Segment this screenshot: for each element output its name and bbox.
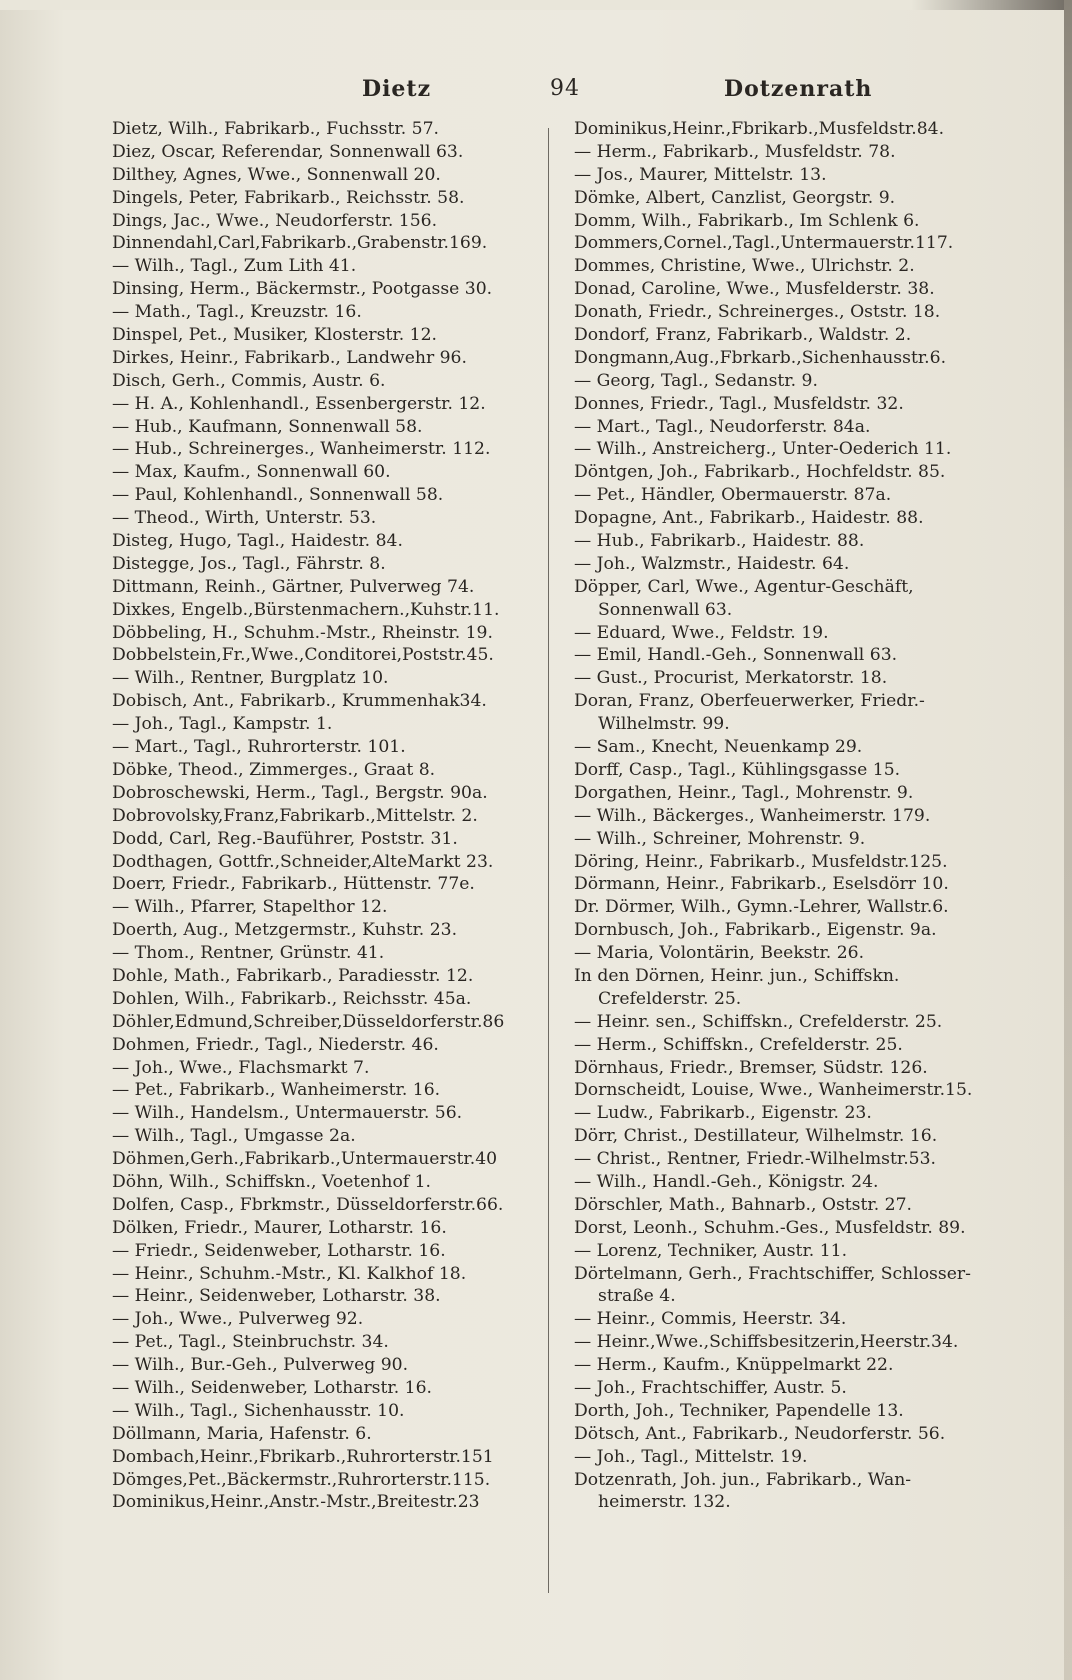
directory-entry: Dolfen, Casp., Fbrkmstr., Düsseldorferstr.66. bbox=[112, 1194, 504, 1215]
directory-entry: Döntgen, Joh., Fabrikarb., Hochfeldstr. 85. bbox=[574, 462, 946, 483]
directory-entry: Dölken, Friedr., Maurer, Lotharstr. 16. bbox=[112, 1217, 447, 1238]
directory-entry: Dörtelmann, Gerh., Frachtschiffer, Schlosser- bbox=[574, 1263, 971, 1284]
directory-entry: Dondorf, Franz, Fabrikarb., Waldstr. 2. bbox=[574, 325, 912, 346]
directory-entry: — Wilh., Bäckerges., Wanheimerstr. 179. bbox=[574, 805, 931, 826]
directory-entry: — Heinr., Commis, Heerstr. 34. bbox=[574, 1309, 847, 1330]
left-column bbox=[112, 118, 542, 1514]
directory-entry: — Wilh., Rentner, Burgplatz 10. bbox=[112, 668, 389, 689]
directory-entry: Dopagne, Ant., Fabrikarb., Haidestr. 88. bbox=[574, 508, 924, 529]
directory-entry: Doran, Franz, Oberfeuerwerker, Friedr.- bbox=[574, 691, 925, 712]
directory-entry: Dohle, Math., Fabrikarb., Paradiesstr. 12. bbox=[112, 965, 474, 986]
directory-entry: — Hub., Fabrikarb., Haidestr. 88. bbox=[574, 531, 865, 552]
directory-entry: Dittmann, Reinh., Gärtner, Pulverweg 74. bbox=[112, 576, 475, 597]
directory-entry: Dörschler, Math., Bahnarb., Oststr. 27. bbox=[574, 1194, 912, 1215]
directory-entry: — Hub., Schreinerges., Wanheimerstr. 112. bbox=[112, 439, 491, 460]
directory-entry: Dobbelstein,Fr.,Wwe.,Conditorei,Poststr.45. bbox=[112, 645, 494, 666]
directory-entry: — Mart., Tagl., Ruhrorterstr. 101. bbox=[112, 737, 406, 758]
directory-entry: — Herm., Schiffskn., Crefelderstr. 25. bbox=[574, 1034, 903, 1055]
directory-entry: — Pet., Tagl., Steinbruchstr. 34. bbox=[112, 1332, 389, 1353]
page-right-edge bbox=[1064, 0, 1072, 1680]
directory-entry: — Hub., Kaufmann, Sonnenwall 58. bbox=[112, 416, 423, 437]
directory-entry: Doerth, Aug., Metzgermstr., Kuhstr. 23. bbox=[112, 920, 458, 941]
running-header bbox=[0, 76, 1072, 112]
directory-entry: — Christ., Rentner, Friedr.-Wilhelmstr.53. bbox=[574, 1149, 936, 1170]
header-last-entry: Dotzenrath bbox=[724, 76, 873, 102]
directory-entry: Dixkes, Engelb.,Bürstenmachern.,Kuhstr.11. bbox=[112, 599, 500, 620]
directory-entry: Dodd, Carl, Reg.-Bauführer, Poststr. 31. bbox=[112, 828, 458, 849]
directory-entry: Dobroschewski, Herm., Tagl., Bergstr. 90a. bbox=[112, 782, 488, 803]
directory-entry: — Wilh., Tagl., Sichenhausstr. 10. bbox=[112, 1400, 405, 1421]
directory-entry: Dörnhaus, Friedr., Bremser, Südstr. 126. bbox=[574, 1057, 928, 1078]
directory-entry: — Pet., Händler, Obermauerstr. 87a. bbox=[574, 485, 892, 506]
directory-entry: — Ludw., Fabrikarb., Eigenstr. 23. bbox=[574, 1103, 872, 1124]
directory-entry: — Maria, Volontärin, Beekstr. 26. bbox=[574, 943, 865, 964]
directory-entry: Donnes, Friedr., Tagl., Musfeldstr. 32. bbox=[574, 393, 904, 414]
directory-entry: Dingels, Peter, Fabrikarb., Reichsstr. 58. bbox=[112, 187, 465, 208]
directory-entry: Dommers,Cornel.,Tagl.,Untermauerstr.117. bbox=[574, 233, 954, 254]
directory-entry: — Sam., Knecht, Neuenkamp 29. bbox=[574, 737, 863, 758]
directory-entry: Dornbusch, Joh., Fabrikarb., Eigenstr. 9a. bbox=[574, 920, 937, 941]
directory-entry: — Friedr., Seidenweber, Lotharstr. 16. bbox=[112, 1240, 446, 1261]
directory-entry: — Wilh., Handl.-Geh., Königstr. 24. bbox=[574, 1171, 879, 1192]
directory-entry: Dinnendahl,Carl,Fabrikarb.,Grabenstr.169. bbox=[112, 233, 488, 254]
directory-entry: Dohlen, Wilh., Fabrikarb., Reichsstr. 45a. bbox=[112, 988, 472, 1009]
directory-entry: Dominikus,Heinr.,Fbrikarb.,Musfeldstr.84. bbox=[574, 119, 945, 139]
directory-entry: Dilthey, Agnes, Wwe., Sonnenwall 20. bbox=[112, 164, 441, 185]
directory-entry: — Max, Kaufm., Sonnenwall 60. bbox=[112, 462, 391, 483]
directory-entry: Domm, Wilh., Fabrikarb., Im Schlenk 6. bbox=[574, 210, 920, 231]
directory-entry: Dömke, Albert, Canzlist, Georgstr. 9. bbox=[574, 187, 896, 208]
directory-entry: Dörmann, Heinr., Fabrikarb., Eselsdörr 10. bbox=[574, 874, 949, 895]
directory-entry: Dongmann,Aug.,Fbrkarb.,Sichenhausstr.6. bbox=[574, 347, 947, 368]
directory-entry: — Jos., Maurer, Mittelstr. 13. bbox=[574, 164, 827, 185]
directory-entry: Dörr, Christ., Destillateur, Wilhelmstr. 16. bbox=[574, 1126, 938, 1147]
directory-entry: Donath, Friedr., Schreinerges., Oststr. 18. bbox=[574, 302, 941, 323]
directory-entry: — Theod., Wirth, Unterstr. 53. bbox=[112, 508, 377, 529]
directory-entry: In den Dörnen, Heinr. jun., Schiffskn. bbox=[574, 965, 900, 986]
directory-entry: Döhmen,Gerh.,Fabrikarb.,Untermauerstr.40 bbox=[112, 1149, 498, 1170]
page-top-edge bbox=[0, 0, 1072, 10]
directory-entry: Döbbeling, H., Schuhm.-Mstr., Rheinstr. 19. bbox=[112, 622, 493, 643]
directory-entry: Diez, Oscar, Referendar, Sonnenwall 63. bbox=[112, 141, 464, 162]
page-number: 94 bbox=[550, 76, 580, 101]
directory-entry: — H. A., Kohlenhandl., Essenbergerstr. 12. bbox=[112, 393, 486, 414]
directory-entry: Dornscheidt, Louise, Wwe., Wanheimerstr.15. bbox=[574, 1080, 973, 1101]
directory-entry: Döring, Heinr., Fabrikarb., Musfeldstr.125. bbox=[574, 851, 948, 872]
directory-entry: — Joh., Tagl., Kampstr. 1. bbox=[112, 714, 333, 735]
right-column bbox=[574, 118, 1014, 1514]
directory-entry: — Wilh., Anstreicherg., Unter-Oederich 11. bbox=[574, 439, 952, 460]
directory-entry: Distegge, Jos., Tagl., Fährstr. 8. bbox=[112, 553, 386, 574]
directory-entry: Donad, Caroline, Wwe., Musfelderstr. 38. bbox=[574, 279, 935, 300]
directory-entry: straße 4. bbox=[598, 1286, 676, 1307]
directory-entry: — Eduard, Wwe., Feldstr. 19. bbox=[574, 622, 829, 643]
directory-entry: — Herm., Kaufm., Knüppelmarkt 22. bbox=[574, 1355, 894, 1376]
directory-entry: — Heinr. sen., Schiffskn., Crefelderstr. 25. bbox=[574, 1011, 943, 1032]
directory-entry: — Wilh., Bur.-Geh., Pulverweg 90. bbox=[112, 1355, 409, 1376]
directory-entry: Disch, Gerh., Commis, Austr. 6. bbox=[112, 370, 386, 391]
directory-entry: — Herm., Fabrikarb., Musfeldstr. 78. bbox=[574, 141, 896, 162]
directory-entry: Dorst, Leonh., Schuhm.-Ges., Musfeldstr. 89. bbox=[574, 1217, 966, 1238]
directory-entry: Disteg, Hugo, Tagl., Haidestr. 84. bbox=[112, 531, 403, 552]
directory-entry: Döllmann, Maria, Hafenstr. 6. bbox=[112, 1423, 372, 1444]
directory-entry: — Heinr., Schuhm.-Mstr., Kl. Kalkhof 18. bbox=[112, 1263, 467, 1284]
directory-entry: — Gust., Procurist, Merkatorstr. 18. bbox=[574, 668, 888, 689]
directory-entry: — Georg, Tagl., Sedanstr. 9. bbox=[574, 370, 818, 391]
directory-entry: — Joh., Walzmstr., Haidestr. 64. bbox=[574, 553, 850, 574]
directory-entry: — Joh., Wwe., Pulverweg 92. bbox=[112, 1309, 364, 1330]
directory-entry: Dings, Jac., Wwe., Neudorferstr. 156. bbox=[112, 210, 438, 231]
directory-entry: Dobrovolsky,Franz,Fabrikarb.,Mittelstr. 2. bbox=[112, 805, 478, 826]
directory-entry: — Emil, Handl.-Geh., Sonnenwall 63. bbox=[574, 645, 898, 666]
directory-entry: — Wilh., Tagl., Zum Lith 41. bbox=[112, 256, 357, 277]
directory-entry: Dorgathen, Heinr., Tagl., Mohrenstr. 9. bbox=[574, 782, 914, 803]
directory-entry: Dommes, Christine, Wwe., Ulrichstr. 2. bbox=[574, 256, 915, 277]
directory-entry: Dobisch, Ant., Fabrikarb., Krummenhak34. bbox=[112, 691, 487, 712]
directory-entry: Doerr, Friedr., Fabrikarb., Hüttenstr. 77e. bbox=[112, 874, 475, 895]
directory-entry: Döpper, Carl, Wwe., Agentur-Geschäft, bbox=[574, 576, 914, 597]
directory-entry: — Wilh., Schreiner, Mohrenstr. 9. bbox=[574, 828, 866, 849]
directory-entry: — Wilh., Tagl., Umgasse 2a. bbox=[112, 1126, 356, 1147]
directory-entry: Dietz, Wilh., Fabrikarb., Fuchsstr. 57. bbox=[112, 119, 439, 139]
directory-entry: Dirkes, Heinr., Fabrikarb., Landwehr 96. bbox=[112, 347, 467, 368]
column-divider bbox=[548, 128, 549, 1593]
directory-entry: Dodthagen, Gottfr.,Schneider,AlteMarkt 23. bbox=[112, 851, 494, 872]
directory-entry: Crefelderstr. 25. bbox=[598, 988, 742, 1009]
directory-entry: — Joh., Tagl., Mittelstr. 19. bbox=[574, 1446, 808, 1467]
directory-entry: Sonnenwall 63. bbox=[598, 599, 733, 620]
directory-entry: — Pet., Fabrikarb., Wanheimerstr. 16. bbox=[112, 1080, 441, 1101]
directory-entry: — Wilh., Seidenweber, Lotharstr. 16. bbox=[112, 1377, 432, 1398]
directory-entry: Dominikus,Heinr.,Anstr.-Mstr.,Breitestr.23 bbox=[112, 1492, 480, 1513]
directory-entry: Wilhelmstr. 99. bbox=[598, 714, 730, 735]
directory-entry: Döhler,Edmund,Schreiber,Düsseldorferstr.86 bbox=[112, 1011, 505, 1032]
directory-entry: — Heinr.,Wwe.,Schiffsbesitzerin,Heerstr.34. bbox=[574, 1332, 959, 1353]
directory-entry: — Joh., Frachtschiffer, Austr. 5. bbox=[574, 1377, 847, 1398]
directory-entry: — Joh., Wwe., Flachsmarkt 7. bbox=[112, 1057, 370, 1078]
directory-entry: — Mart., Tagl., Neudorferstr. 84a. bbox=[574, 416, 871, 437]
directory-entry: — Paul, Kohlenhandl., Sonnenwall 58. bbox=[112, 485, 444, 506]
directory-entry: Dotzenrath, Joh. jun., Fabrikarb., Wan- bbox=[574, 1469, 912, 1490]
directory-entry: — Wilh., Pfarrer, Stapelthor 12. bbox=[112, 897, 388, 918]
directory-entry: Dombach,Heinr.,Fbrikarb.,Ruhrorterstr.151 bbox=[112, 1446, 494, 1467]
header-first-entry: Dietz bbox=[362, 76, 432, 102]
directory-entry: Dinsing, Herm., Bäckermstr., Pootgasse 30. bbox=[112, 279, 493, 300]
directory-entry: — Wilh., Handelsm., Untermauerstr. 56. bbox=[112, 1103, 463, 1124]
directory-entry: — Math., Tagl., Kreuzstr. 16. bbox=[112, 302, 362, 323]
directory-entry: Dömges,Pet.,Bäckermstr.,Ruhrorterstr.115. bbox=[112, 1469, 491, 1490]
directory-entry: — Thom., Rentner, Grünstr. 41. bbox=[112, 943, 385, 964]
directory-entry: — Heinr., Seidenweber, Lotharstr. 38. bbox=[112, 1286, 441, 1307]
directory-entry: Dötsch, Ant., Fabrikarb., Neudorferstr. 56. bbox=[574, 1423, 946, 1444]
directory-entry: — Lorenz, Techniker, Austr. 11. bbox=[574, 1240, 848, 1261]
directory-entry: Döbke, Theod., Zimmerges., Graat 8. bbox=[112, 759, 436, 780]
directory-entry: Döhn, Wilh., Schiffskn., Voetenhof 1. bbox=[112, 1171, 432, 1192]
directory-entry: heimerstr. 132. bbox=[598, 1492, 731, 1513]
directory-entry: Dohmen, Friedr., Tagl., Niederstr. 46. bbox=[112, 1034, 439, 1055]
directory-entry: Dorff, Casp., Tagl., Kühlingsgasse 15. bbox=[574, 759, 901, 780]
directory-entry: Dr. Dörmer, Wilh., Gymn.-Lehrer, Wallstr.6. bbox=[574, 897, 949, 918]
directory-entry: Dinspel, Pet., Musiker, Klosterstr. 12. bbox=[112, 325, 437, 346]
directory-entry: Dorth, Joh., Techniker, Papendelle 13. bbox=[574, 1400, 904, 1421]
